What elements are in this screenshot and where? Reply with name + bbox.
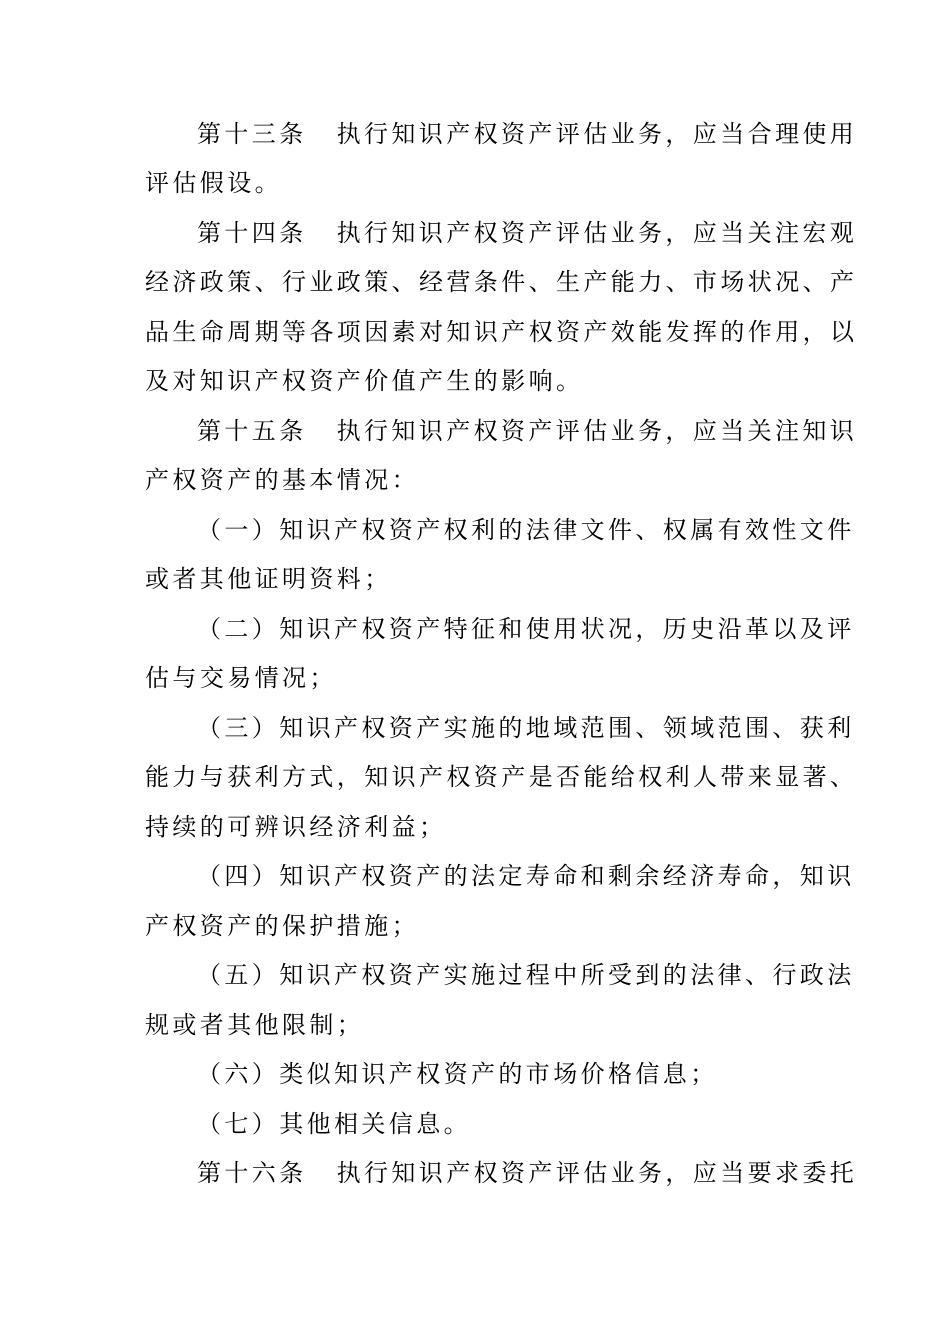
article-14-line-4: 及对知识产权资产价值产生的影响。	[145, 367, 584, 395]
item-2-line-2: 估与交易情况；	[145, 664, 337, 692]
article-15-line-2: 产权资产的基本情况：	[145, 466, 419, 494]
item-1-line-1: （一）知识产权资产权利的法律文件、权属有效性文件	[197, 516, 855, 544]
article-14-line-2: 经济政策、行业政策、经营条件、生产能力、市场状况、产	[145, 268, 858, 296]
item-5-line-1: （五）知识产权资产实施过程中所受到的法律、行政法	[197, 961, 855, 989]
item-4-line-1: （四）知识产权资产的法定寿命和剩余经济寿命，知识	[197, 862, 855, 890]
item-6-line-1: （六）类似知识产权资产的市场价格信息；	[197, 1060, 718, 1088]
article-13-heading: 第十三条	[197, 120, 307, 148]
article-14-heading: 第十四条	[197, 219, 307, 247]
article-14-text: 执行知识产权资产评估业务，应当关注宏观	[336, 219, 858, 247]
article-13-text: 执行知识产权资产评估业务，应当合理使用	[336, 120, 858, 148]
article-13-line-2: 评估假设。	[145, 169, 282, 197]
item-1-line-2: 或者其他证明资料；	[145, 565, 392, 593]
article-15-line-1	[197, 415, 857, 447]
item-4-line-2: 产权资产的保护措施；	[145, 912, 419, 940]
article-15-heading: 第十五条	[197, 417, 307, 445]
item-3-line-2: 能力与获利方式，知识产权资产是否能给权利人带来显著、	[145, 763, 858, 791]
item-3-line-3: 持续的可辨识经济利益；	[145, 813, 447, 841]
article-15-text: 执行知识产权资产评估业务，应当关注知识	[336, 417, 858, 445]
item-2-line-1: （二）知识产权资产特征和使用状况，历史沿革以及评	[197, 615, 855, 643]
article-14-line-1	[197, 217, 857, 249]
item-7-line-1: （七）其他相关信息。	[197, 1110, 471, 1138]
item-5-line-2: 规或者其他限制；	[145, 1011, 365, 1039]
item-3-line-1: （三）知识产权资产实施的地域范围、领域范围、获利	[197, 714, 855, 742]
article-13-line-1	[197, 118, 857, 150]
article-16-text: 执行知识产权资产评估业务，应当要求委托	[336, 1159, 858, 1187]
article-16-heading: 第十六条	[197, 1159, 307, 1187]
article-16-line-1	[197, 1157, 857, 1189]
article-14-line-3: 品生命周期等各项因素对知识产权资产效能发挥的作用，以	[145, 318, 858, 346]
